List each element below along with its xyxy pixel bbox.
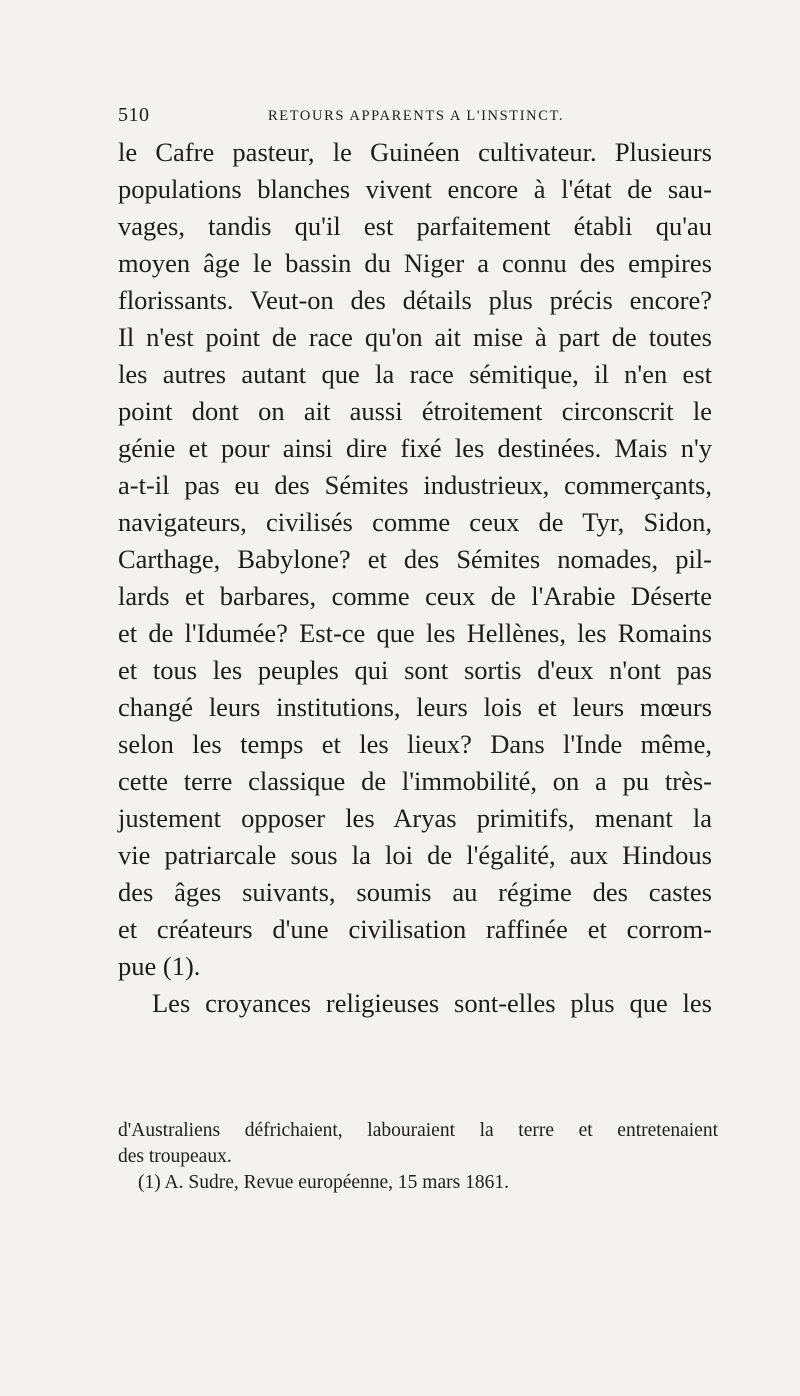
text-line: a-t-il pas eu des Sémites industrieux, commerçants, xyxy=(118,470,712,500)
footnote-line: des troupeaux. xyxy=(118,1146,232,1167)
text-line: et de l'Idumée? Est-ce que les Hellènes, les Romains xyxy=(118,618,712,648)
text-line: des âges suivants, soumis au régime des castes xyxy=(118,877,712,907)
text-line: Carthage, Babylone? et des Sémites nomades, pil- xyxy=(118,544,712,574)
text-line: moyen âge le bassin du Niger a connu des empires xyxy=(118,248,712,278)
text-line: le Cafre pasteur, le Guinéen cultivateur. Plusieurs xyxy=(118,137,712,167)
footnote-line: d'Australiens défrichaient, labouraient la terre et entretenaient xyxy=(118,1120,718,1141)
text-line: Il n'est point de race qu'on ait mise à part de toutes xyxy=(118,322,712,352)
footnote-line: (1) A. Sudre, Revue européenne, 15 mars 1861. xyxy=(138,1172,509,1193)
text-line: selon les temps et les lieux? Dans l'Inde même, xyxy=(118,729,712,759)
text-line: navigateurs, civilisés comme ceux de Tyr, Sidon, xyxy=(118,507,712,537)
text-line: pue (1). xyxy=(118,951,201,981)
text-line: florissants. Veut-on des détails plus précis encore? xyxy=(118,285,712,315)
running-head: RETOURS APPARENTS A L'INSTINCT. xyxy=(268,108,565,124)
text-line: justement opposer les Aryas primitifs, menant la xyxy=(118,803,712,833)
text-line: changé leurs institutions, leurs lois et leurs mœurs xyxy=(118,692,712,722)
text-line: génie et pour ainsi dire fixé les destinées. Mais n'y xyxy=(118,433,712,463)
text-line: point dont on ait aussi étroitement circonscrit le xyxy=(118,396,712,426)
text-line: lards et barbares, comme ceux de l'Arabie Déserte xyxy=(118,581,712,611)
text-line: les autres autant que la race sémitique, il n'en est xyxy=(118,359,712,389)
body-text xyxy=(118,134,712,1022)
footnotes xyxy=(118,1118,718,1196)
text-line: vie patriarcale sous la loi de l'égalité, aux Hindous xyxy=(118,840,712,870)
text-line: vages, tandis qu'il est parfaitement établi qu'au xyxy=(118,211,712,241)
text-line: et créateurs d'une civilisation raffinée et corrom- xyxy=(118,914,712,944)
text-line: et tous les peuples qui sont sortis d'eux n'ont pas xyxy=(118,655,712,685)
text-line: cette terre classique de l'immobilité, on a pu très- xyxy=(118,766,712,796)
text-line: populations blanches vivent encore à l'état de sau- xyxy=(118,174,712,204)
text-line: Les croyances religieuses sont-elles plus que les xyxy=(152,988,712,1018)
page-header xyxy=(118,104,718,128)
page-number: 510 xyxy=(118,104,150,126)
